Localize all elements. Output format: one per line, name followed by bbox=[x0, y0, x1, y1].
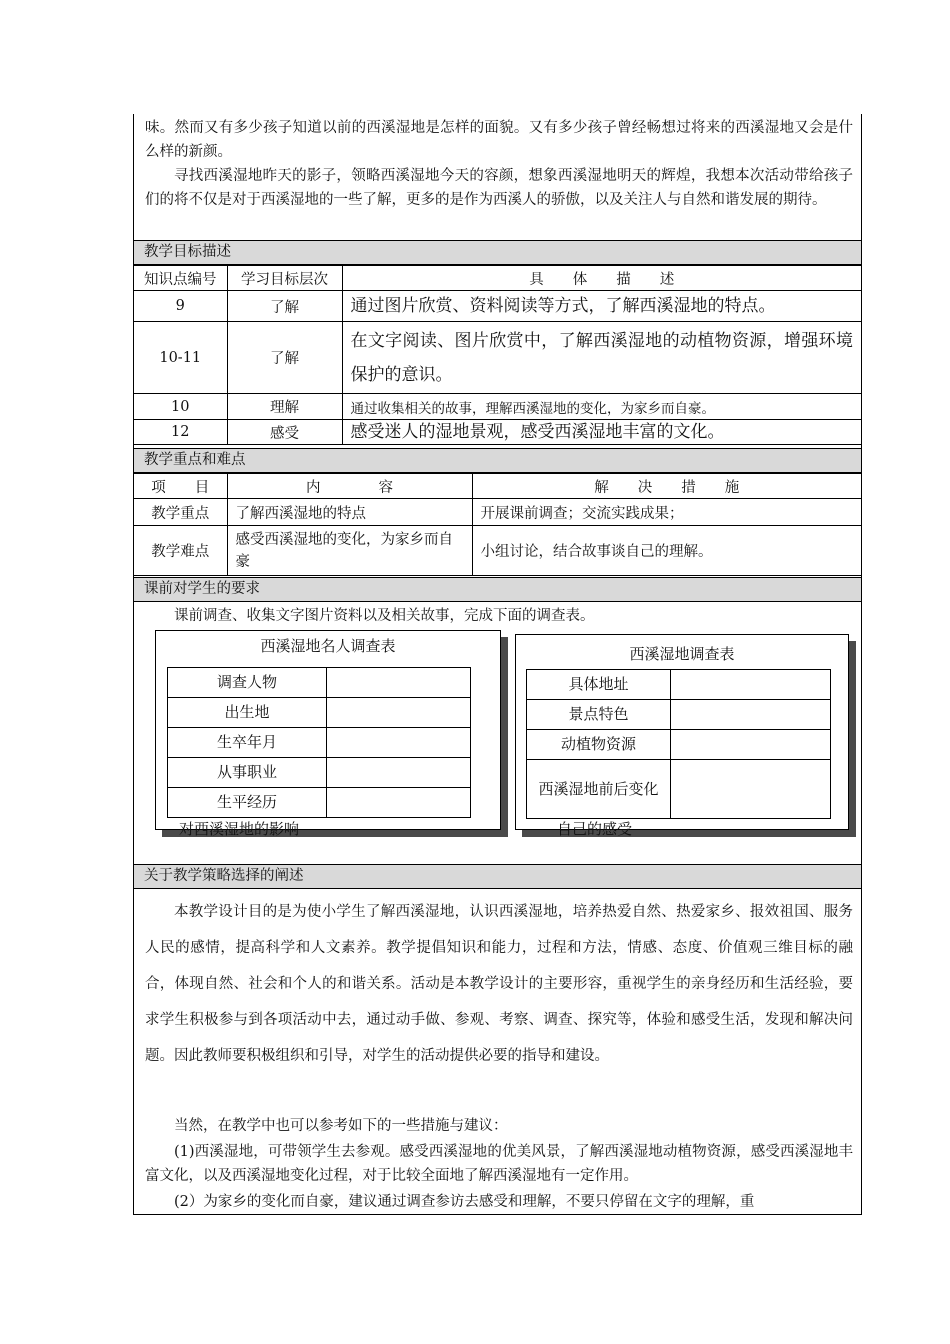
header-id: 知识点编号 bbox=[134, 266, 227, 291]
table-row bbox=[527, 760, 831, 819]
table-row bbox=[134, 394, 861, 420]
key-measure: 小组讨论，结合故事谈自己的理解。 bbox=[472, 526, 861, 576]
objective-id: 12 bbox=[134, 420, 227, 445]
requirements-text: 课前调查、收集文字图片资料以及相关故事，完成下面的调查表。 bbox=[174, 608, 595, 624]
intro-paragraph-2: 寻找西溪湿地昨天的影子，领略西溪湿地今天的容颜，想象西溪湿地明天的辉煌，我想本次活动带给孩子们的将不仅是对于西溪湿地的一些了解，更多的是作为西溪人的骄傲，以及关注人与自然和谐发展的期待。 bbox=[145, 168, 853, 208]
header-measure: 解 决 措 施 bbox=[472, 474, 861, 499]
survey-people-overflow-label: 对西溪湿地的影响 bbox=[179, 820, 300, 838]
key-content: 感受西溪湿地的变化，为家乡而自豪 bbox=[227, 526, 472, 576]
strategy-paragraph-1: 本教学设计目的是为使小学生了解西溪湿地，认识西溪湿地，培养热爱自然、热爱家乡、报效祖国、服务人民的感情，提高科学和人文素养。教学提倡知识和能力，过程和方法，情感、态度、价值观三维目标的融合，体现自然、社会和个人的和谐关系。活动是本教学设计的主要形容，重视学生的亲身经历和生活经验，要求学生积极参与到各项活动中去，通过动手做、参观、考察、调查、探究等，体验和感受生活，发现和解决问题。因此教师要积极组织和引导，对学生的活动提供必要的指导和建设。 bbox=[145, 904, 853, 1064]
strategy-paragraph-4: (2）为家乡的变化而自豪，建议通过调查参访去感受和理解，不要只停留在文字的理解，重 bbox=[174, 1194, 755, 1210]
document-frame bbox=[133, 114, 862, 1215]
survey-place-label: 景点特色 bbox=[527, 700, 671, 730]
table-row bbox=[168, 758, 471, 788]
objective-desc: 在文字阅读、图片欣赏中，了解西溪湿地的动植物资源，增强环境保护的意识。 bbox=[342, 322, 861, 394]
intro-paragraph-1: 味。然而又有多少孩子知道以前的西溪湿地是怎样的面貌。又有多少孩子曾经畅想过将来的西溪湿地又会是什么样的新颜。 bbox=[145, 120, 853, 160]
key-points-header-row bbox=[134, 474, 861, 499]
objective-id: 10 bbox=[134, 394, 227, 420]
table-row bbox=[134, 322, 861, 394]
survey-people-label: 出生地 bbox=[168, 698, 327, 728]
objective-id: 10-11 bbox=[134, 322, 227, 394]
objective-desc: 通过收集相关的故事，理解西溪湿地的变化，为家乡而自豪。 bbox=[342, 394, 861, 420]
objectives-header-row bbox=[134, 266, 861, 291]
survey-people-card bbox=[155, 630, 501, 830]
survey-place-title: 西溪湿地调查表 bbox=[629, 645, 735, 663]
survey-place-overflow-label: 自己的感受 bbox=[557, 820, 633, 838]
survey-people-cell[interactable] bbox=[327, 788, 471, 818]
table-row bbox=[168, 728, 471, 758]
key-measure: 开展课前调查；交流实践成果； bbox=[472, 499, 861, 526]
table-row bbox=[168, 698, 471, 728]
table-row bbox=[134, 291, 861, 322]
table-row bbox=[168, 668, 471, 698]
key-points-section-title: 教学重点和难点 bbox=[134, 448, 861, 473]
header-desc: 具 体 描 述 bbox=[342, 266, 861, 291]
header-level: 学习目标层次 bbox=[227, 266, 342, 291]
requirements-section-title: 课前对学生的要求 bbox=[134, 577, 861, 602]
survey-people-table bbox=[167, 667, 471, 818]
table-row bbox=[527, 730, 831, 760]
objectives-section-title: 教学目标描述 bbox=[134, 240, 861, 265]
key-points-table bbox=[134, 473, 861, 576]
objective-desc: 通过图片欣赏、资料阅读等方式，了解西溪湿地的特点。 bbox=[342, 291, 861, 322]
survey-place-card bbox=[515, 634, 849, 830]
header-content: 内 容 bbox=[227, 474, 472, 499]
table-row bbox=[527, 670, 831, 700]
strategy-paragraph-2: 当然，在教学中也可以参考如下的一些措施与建议： bbox=[174, 1118, 508, 1134]
objective-level: 感受 bbox=[227, 420, 342, 445]
survey-people-title: 西溪湿地名人调查表 bbox=[260, 637, 396, 655]
table-row bbox=[527, 700, 831, 730]
objective-id: 9 bbox=[134, 291, 227, 322]
table-row bbox=[134, 499, 861, 526]
survey-place-label: 具体地址 bbox=[527, 670, 671, 700]
table-row bbox=[134, 420, 861, 445]
survey-people-label: 调查人物 bbox=[168, 668, 327, 698]
intro-section bbox=[134, 114, 861, 240]
survey-people-cell[interactable] bbox=[327, 728, 471, 758]
survey-people-label: 生平经历 bbox=[168, 788, 327, 818]
table-row bbox=[168, 788, 471, 818]
survey-people-cell[interactable] bbox=[327, 668, 471, 698]
table-row bbox=[134, 526, 861, 576]
strategy-section-title: 关于教学策略选择的阐述 bbox=[134, 864, 861, 889]
objective-level: 了解 bbox=[227, 322, 342, 394]
survey-place-cell[interactable] bbox=[671, 670, 831, 700]
objective-level: 理解 bbox=[227, 394, 342, 420]
survey-place-cell[interactable] bbox=[671, 760, 831, 819]
objective-desc: 感受迷人的湿地景观，感受西溪湿地丰富的文化。 bbox=[342, 420, 861, 445]
survey-people-cell[interactable] bbox=[327, 698, 471, 728]
survey-people-label: 从事职业 bbox=[168, 758, 327, 788]
key-content: 了解西溪湿地的特点 bbox=[227, 499, 472, 526]
survey-people-cell[interactable] bbox=[327, 758, 471, 788]
header-item: 项 目 bbox=[134, 474, 227, 499]
survey-place-cell[interactable] bbox=[671, 730, 831, 760]
key-item: 教学重点 bbox=[134, 499, 227, 526]
survey-place-label: 西溪湿地前后变化 bbox=[527, 760, 671, 819]
key-item: 教学难点 bbox=[134, 526, 227, 576]
survey-place-label: 动植物资源 bbox=[527, 730, 671, 760]
objective-level: 了解 bbox=[227, 291, 342, 322]
survey-people-label: 生卒年月 bbox=[168, 728, 327, 758]
objectives-table bbox=[134, 265, 861, 445]
survey-place-cell[interactable] bbox=[671, 700, 831, 730]
strategy-paragraph-3: (1)西溪湿地，可带领学生去参观。感受西溪湿地的优美风景，了解西溪湿地动植物资源，感受西溪湿地丰富文化，以及西溪湿地变化过程，对于比较全面地了解西溪湿地有一定作用。 bbox=[145, 1144, 853, 1184]
survey-place-table bbox=[526, 669, 831, 819]
